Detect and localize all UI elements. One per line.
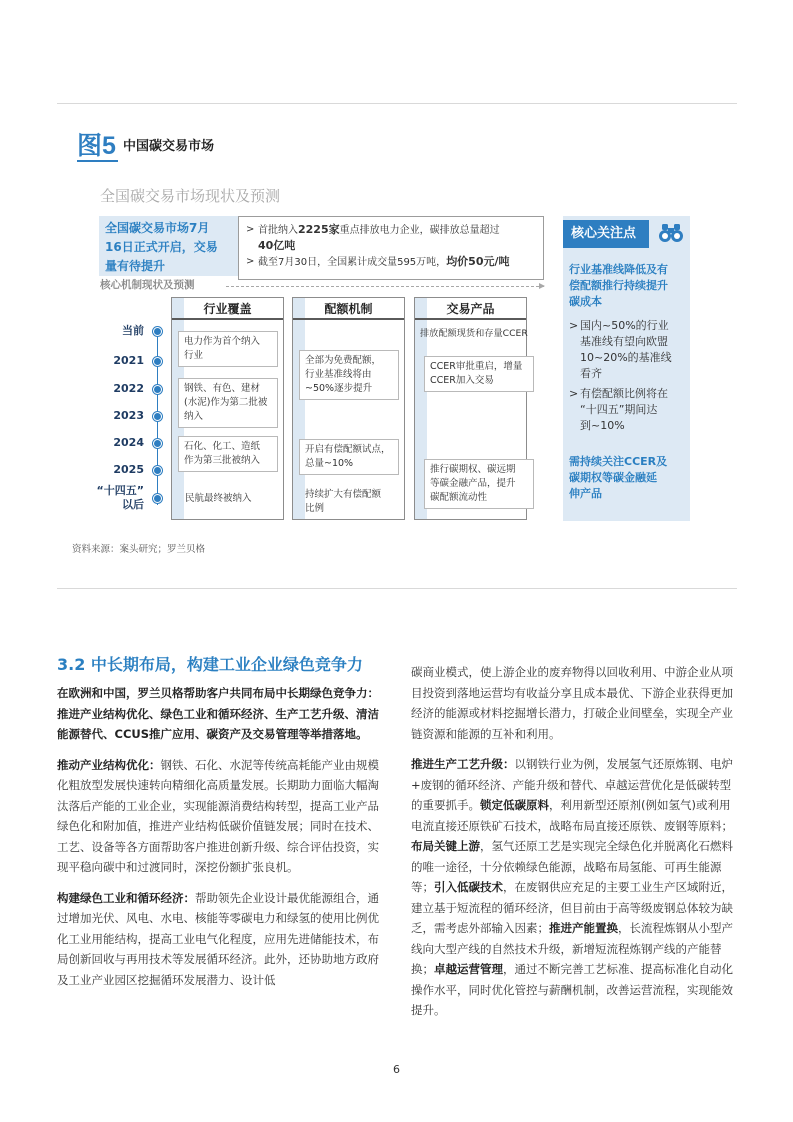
timeline-year: 以后 <box>122 498 144 511</box>
coverage-box: 电力作为首个纳入 行业 <box>178 331 278 367</box>
launch-line: 量有待提升 <box>105 259 166 273</box>
timeline-dot <box>153 385 162 394</box>
products-text: 排放配额现货和存量CCER <box>420 328 528 339</box>
timeline-dot <box>153 439 162 448</box>
bullet-arrow-icon: > <box>569 387 579 400</box>
mechanism-label: 核心机制现状及预测 <box>100 278 198 292</box>
binoculars-icon <box>658 222 684 244</box>
top-rule <box>57 103 737 104</box>
timeline-dot <box>153 412 162 421</box>
paragraph-structure: 推动产业结构优化：钢铁、石化、水泥等传统高耗能产业由规模化粗放型发展快速转向精细化高质量发展。长期助力面临大幅淘汰落后产能的工业企业，实现能源消费结构转型，提高工业产品绿色化和附加值，推进产业结构低碳价值链发展；同时在技术、工艺、设备等各方面帮助客户推进创新升级、综合评估投资，实现平稳向碳中和过渡同时，深挖份额扩张良机。 <box>57 757 379 874</box>
paragraph-heading: 推动产业结构优化： <box>57 757 161 772</box>
mechanism-arrow-icon <box>226 286 544 287</box>
paragraph-green-industry: 构建绿色工业和循环经济：帮助领先企业设计最优能源组合，通过增加光伏、风电、水电、核能等零碳电力和绿氢的使用比例优化工业用能结构，提高工业电气化程度，应用先进储能技术，布局创新回收与再用技术等发展循环经济。此外，还协助地方政府及工业产业园区挖掘循环发展潜力、设计低 <box>57 890 379 987</box>
launch-box <box>99 216 238 276</box>
panel-allowance-mechanism <box>292 297 405 520</box>
timeline-year: 2022 <box>113 382 144 395</box>
timeline-year: 2021 <box>113 354 144 367</box>
products-box: CCER审批重启，增量 CCER加入交易 <box>424 356 534 392</box>
bullet-arrow-icon: > <box>246 224 255 235</box>
paragraph-heading: 构建绿色工业和循环经济： <box>57 890 195 905</box>
figure-title: 中国碳交易市场 <box>123 139 215 154</box>
panel-header: 配额机制 <box>293 298 404 320</box>
timeline-year: 2023 <box>113 409 144 422</box>
left-column <box>57 683 384 1000</box>
allowance-box: 开启有偿配额试点， 总量~10% <box>299 439 399 475</box>
launch-line: 16日正式开启，交易 <box>105 240 218 254</box>
products-box: 推行碳期权、碳远期 等碳金融产品，提升 碳配额流动性 <box>424 459 534 509</box>
timeline-dot <box>153 466 162 475</box>
core-bullet: > 国内~50%的行业 基准线有望向欧盟 10~20%的基准线 看齐 <box>569 319 672 380</box>
launch-line: 全国碳交易市场7月 <box>105 221 210 235</box>
timeline-year: 2025 <box>113 463 144 476</box>
bullet-arrow-icon: > <box>569 319 579 332</box>
coverage-text: 民航最终被纳入 <box>185 493 252 504</box>
fact-highlight: 均价50元/吨 <box>446 255 510 268</box>
fact-item <box>246 238 543 254</box>
timeline-year: “十四五” <box>96 484 144 497</box>
paragraph-heading: 推进生产工艺升级： <box>411 757 515 771</box>
section-lead: 在欧洲和中国，罗兰贝格帮助客户共同布局中长期绿色竞争力：推进产业结构优化、绿色工业和循环经济、生产工艺升级、清洁能源替代、CCUS推广应用、碳资产及交易管理等举措落地。 <box>57 686 379 741</box>
coverage-box: 石化、化工、造纸 作为第三批被纳入 <box>178 436 278 472</box>
timeline-dot <box>153 494 162 503</box>
fact-highlight: 2225家 <box>298 223 340 236</box>
timeline-year: 2024 <box>113 436 144 449</box>
right-column <box>411 662 738 1031</box>
timeline-dot <box>153 357 162 366</box>
timeline-dot <box>153 327 162 336</box>
page-number: 6 <box>393 1063 400 1076</box>
core-focus-lead: 行业基准线降低及有 偿配额推行持续提升 碳成本 <box>569 263 668 308</box>
core-focus-tab: 核心关注点 <box>563 220 649 248</box>
fact-item: > 截至7月30日，全国累计成交量595万吨，均价50元/吨 <box>246 255 510 268</box>
section-title: 3.2 中长期布局，构建工业企业绿色竞争力 <box>57 655 363 674</box>
core-focus-bullets <box>569 318 687 434</box>
chart-heading: 全国碳交易市场现状及预测 <box>100 187 281 205</box>
allowance-box: 全部为免费配额， 行业基准线将由 ~50%逐步提升 <box>299 350 399 400</box>
figure-source: 资料来源：案头研究；罗兰贝格 <box>72 544 206 555</box>
panel-header: 行业覆盖 <box>172 298 283 320</box>
paragraph-green-industry-cont: 碳商业模式，使上游企业的废弃物得以回收利用、中游企业从项目投资到落地运营均有收益分享且成本最优、下游企业获得更加经济的能源或材料挖掘增长潜力，打破企业间壁垒，实现全产业链资源和能源的互补和利用。 <box>411 665 733 741</box>
market-facts <box>238 216 544 280</box>
fact-item: > 首批纳入2225家重点排放电力企业，碳排放总量超过 <box>246 223 500 236</box>
bullet-arrow-icon: > <box>246 256 255 267</box>
figure-number: 图5 <box>77 132 116 160</box>
core-focus-closing: 需持续关注CCER及 碳期权等碳金融延 伸产品 <box>569 455 668 500</box>
paragraph-process-upgrade: 推进生产工艺升级：以钢铁行业为例，发展氢气还原炼钢、电炉+废钢的循环经济、产能升级和替代、卓越运营优化是低碳转型的重要抓手。锁定低碳原料，利用新型还原剂(例如氢气)或利用电流直接还原铁矿石技术，战略布局直接还原铁、废钢等原料；布局关键上游，氢气还原工艺是实现完全绿色化并脱离化石燃料的唯一途径，十分依赖绿色能源，战略布局氢能、可再生能源等；引入低碳技术，在废钢供应充足的主要工业生产区域附近，建立基于短流程的循环经济，但目前由于高等级废钢总体较为缺乏，需考虑外部输入因素；推进产能置换，长流程炼钢从小型产线向大型产线的自然技术升级，新增短流程炼钢产线的产能替换；卓越运营管理，通过不断完善工艺标准、提高标准化自动化操作水平，同时优化管控与薪酬机制，改善运营流程，实现能效提升。 <box>411 757 733 1017</box>
coverage-box: 钢铁、有色、建材 (水泥)作为第二批被 纳入 <box>178 378 278 428</box>
panel-sidebar <box>293 298 305 519</box>
timeline-year: 当前 <box>122 324 144 337</box>
allowance-text: 持续扩大有偿配额 比例 <box>305 489 382 514</box>
section-rule <box>57 588 737 589</box>
panel-header: 交易产品 <box>415 298 526 320</box>
fact-highlight: 40亿吨 <box>258 239 296 252</box>
core-bullet: > 有偿配额比例将在 “十四五”期间达 到~10% <box>569 387 668 432</box>
